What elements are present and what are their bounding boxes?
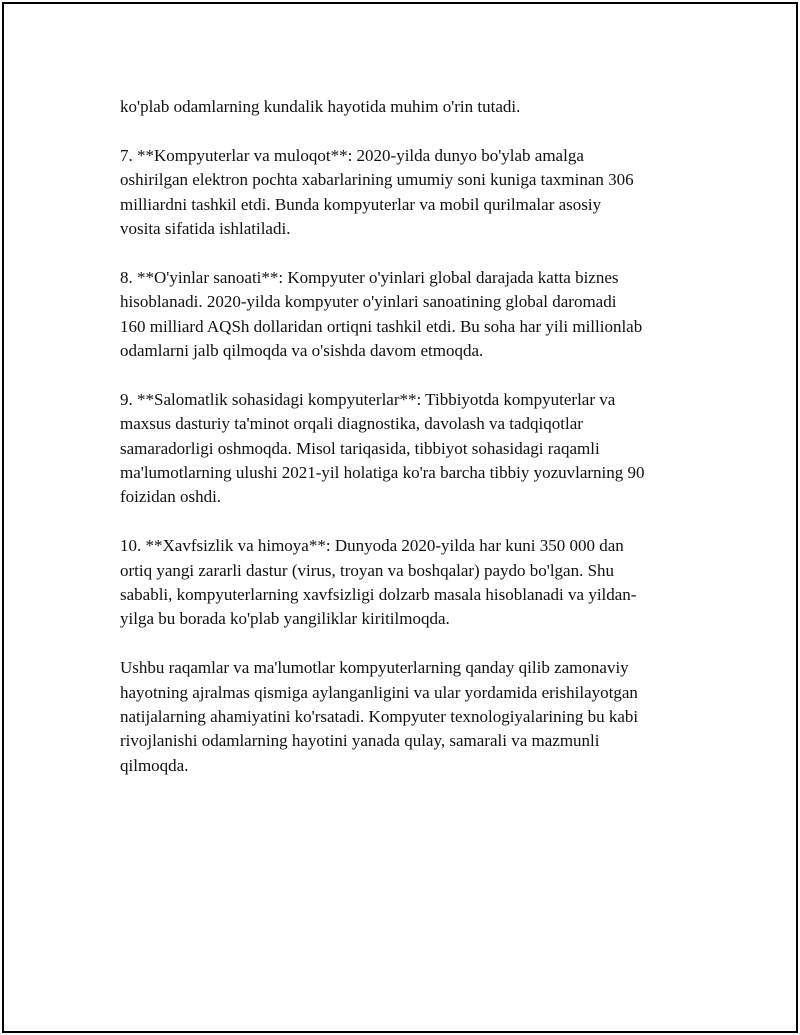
paragraph-intro-continuation: ko'plab odamlarning kundalik hayotida muhim o'rin tutadi. [120, 97, 521, 116]
paragraph-games-industry: 8. **O'yinlar sanoati**: Kompyuter o'yinlari global darajada katta biznes hisoblanadi. 2020-yilda kompyuter o'yinlari sanoatining global daromadi 160 milliard AQSh dollaridan ortiqni tashkil etdi. Bu soha har yili millionlab odamlarni jalb qilmoqda va o'sishda davom etmoqda. [120, 267, 643, 361]
document-body [120, 95, 700, 778]
page-frame [2, 2, 798, 1033]
paragraph-conclusion: Ushbu raqamlar va ma'lumotlar kompyuterlarning qanday qilib zamonaviy hayotning ajralmas qismiga aylanganligini va ular yordamida erishilayotgan natijalarning ahamiyatini ko'rsatadi. Kompyuter texnologiyalarining bu kabi rivojlanishi odamlarning hayotini yanada qulay, samarali va mazmunli qilmoqda. [120, 658, 639, 775]
paragraph-health-computers: 9. **Salomatlik sohasidagi kompyuterlar**: Tibbiyotda kompyuterlar va maxsus dasturiy ta'minot orqali diagnostika, davolash va tadqiqotlar samaradorligi oshmoqda. Misol tariqasida, tibbiyot sohasidagi raqamli ma'lumotlarning ulushi 2021-yil holatiga ko'ra barcha tibbiy yozuvlarning 90 foizidan oshdi. [120, 389, 645, 507]
paragraph-security-protection: 10. **Xavfsizlik va himoya**: Dunyoda 2020-yilda har kuni 350 000 dan ortiq yangi zararli dastur (virus, troyan va boshqalar) paydo bo'lgan. Shu sababli, kompyuterlarning xavfsizligi dolzarb masala hisoblanadi va yildan- yilga bu borada ko'plab yangiliklar kiritilmoqda. [120, 536, 637, 629]
paragraph-computers-communication: 7. **Kompyuterlar va muloqot**: 2020-yilda dunyo bo'ylab amalga oshirilgan elektron pochta xabarlarining umumiy soni kuniga taxminan 306 milliardni tashkil etdi. Bunda kompyuterlar va mobil qurilmalar asosiy vosita sifatida ishlatiladi. [120, 145, 634, 239]
